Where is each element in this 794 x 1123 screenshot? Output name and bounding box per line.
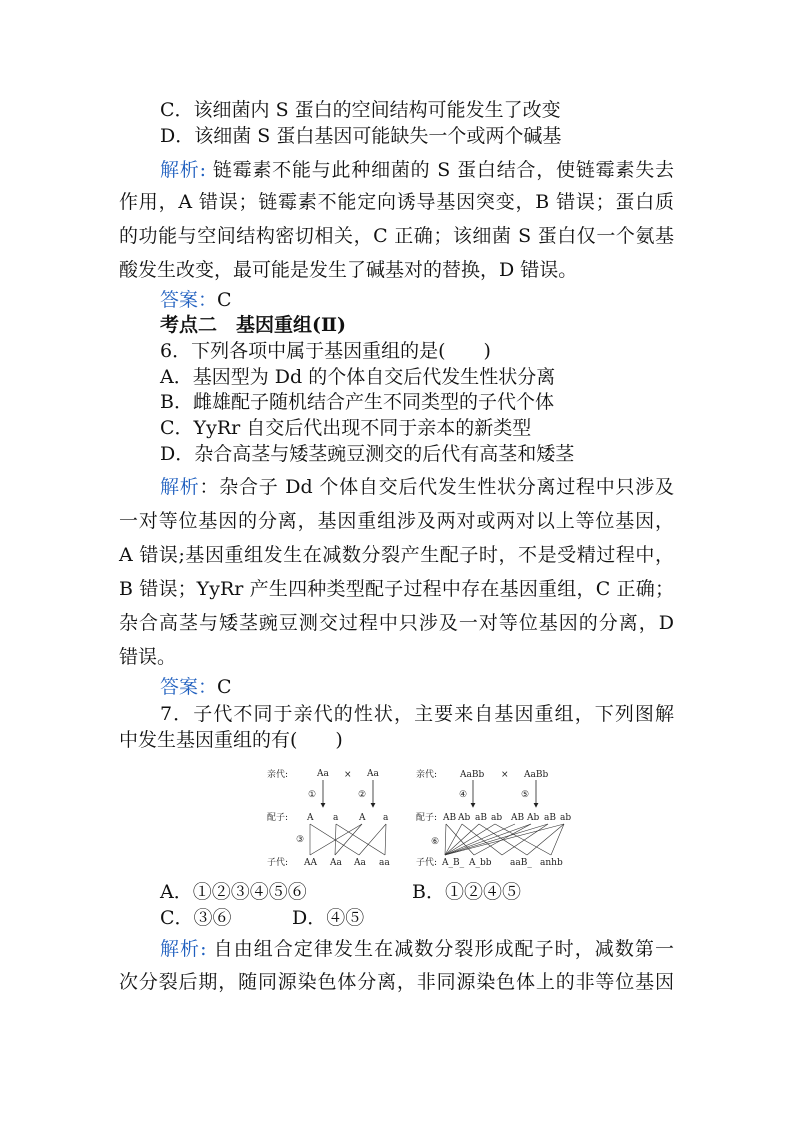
q5-analysis-line-3: 的功能与空间结构密切相关，C 正确；该细菌 S 蛋白仅一个氨基 xyxy=(119,225,674,247)
q7-analysis-line-1: 解析: 自由组合定律发生在减数分裂形成配子时，减数第一 xyxy=(160,938,674,960)
right-parent-1: AaBb xyxy=(460,770,485,780)
left-cross xyxy=(267,768,390,868)
step-6-label: ⑥ xyxy=(431,837,440,847)
q5-analysis-line-4: 酸发生改变，最可能是发生了碱基对的替换，D 错误。 xyxy=(119,259,578,281)
left-offspring-label: 子代: xyxy=(267,858,289,868)
q7-analysis-line-2: 次分裂后期，随同源染色体分离，非同源染色体上的非等位基因 xyxy=(119,971,674,993)
q7-stem-line-1: 7．子代不同于亲代的性状，主要来自基因重组，下列图解 xyxy=(160,703,674,725)
right-gamete-4: ab xyxy=(491,813,503,823)
q7-analysis-label: 解析: xyxy=(160,938,207,960)
left-offspring-4: aa xyxy=(379,858,390,868)
right-parent-2: AaBb xyxy=(524,770,549,780)
q6-analysis-line-3: A 错误;基因重组发生在减数分裂产生配子时，不是受精过程中， xyxy=(119,544,674,566)
left-gamete-1: A xyxy=(307,813,314,823)
q5-option-c: C．该细菌内 S 蛋白的空间结构可能发生了改变 xyxy=(160,99,561,121)
q6-analysis-line-1: 解析：杂合子 Dd 个体自交后代发生性状分离过程中只涉及 xyxy=(160,476,674,498)
q7-stem-line-2: 中发生基因重组的有( ) xyxy=(119,729,343,751)
right-parent-label: 亲代: xyxy=(416,770,438,780)
q6-option-d: D．杂合高茎与矮茎豌豆测交的后代有高茎和矮茎 xyxy=(160,443,575,465)
step-3-label: ③ xyxy=(296,835,305,845)
q6-option-b: B．雌雄配子随机结合产生不同类型的子代个体 xyxy=(160,391,554,413)
right-gamete-label: 配子: xyxy=(416,813,438,823)
q6-answer-label: 答案： xyxy=(160,676,218,698)
right-gamete-2: Ab xyxy=(458,813,471,823)
q6-analysis-line-5: 杂合高茎与矮茎豌豆测交过程中只涉及一对等位基因的分离，D xyxy=(119,612,674,634)
right-offspring-1: A_B_ xyxy=(442,858,465,868)
left-gamete-2: a xyxy=(333,813,339,823)
right-offspring-2: A_bb xyxy=(469,858,492,868)
q5-answer xyxy=(160,288,232,312)
right-gamete-6: Ab xyxy=(527,813,540,823)
q7-option-b: B．①②④⑤ xyxy=(412,881,521,903)
left-gamete-3: A xyxy=(359,813,366,823)
left-offspring-3: Aa xyxy=(354,858,366,868)
q7-option-a: A．①②③④⑤⑥ xyxy=(160,881,307,903)
left-parent-label: 亲代: xyxy=(267,770,289,780)
q6-analysis-line-6: 错误。 xyxy=(119,646,177,668)
right-fertilization-lines xyxy=(445,824,564,855)
genetics-cross-diagram xyxy=(255,760,585,875)
right-gamete-7: aB xyxy=(544,813,556,823)
q5-analysis-line-1: 解析: 链霉素不能与此种细菌的 S 蛋白结合，使链霉素失去 xyxy=(160,159,674,181)
right-gamete-3: aB xyxy=(475,813,487,823)
left-offspring-2: Aa xyxy=(330,858,342,868)
q5-answer-label: 答案： xyxy=(160,289,218,311)
q6-option-a: A．基因型为 Dd 的个体自交后代发生性状分离 xyxy=(160,366,556,388)
step-5-label: ⑤ xyxy=(521,790,530,800)
q6-answer-value: C xyxy=(217,676,232,698)
q7-option-c: C．③⑥ xyxy=(160,907,232,929)
q6-analysis-label: 解析 xyxy=(160,476,200,498)
right-offspring-3: aaB_ xyxy=(510,858,532,868)
q5-analysis-line-2: 作用，A 错误；链霉素不能定向诱导基因突变，B 错误；蛋白质 xyxy=(119,191,674,213)
q5-option-d: D．该细菌 S 蛋白基因可能缺失一个或两个碱基 xyxy=(160,125,562,147)
left-parent-2: Aa xyxy=(367,769,379,779)
q6-stem: 6．下列各项中属于基因重组的是( ) xyxy=(160,340,491,362)
right-offspring-label: 子代: xyxy=(416,858,438,868)
right-gamete-1: AB xyxy=(443,813,457,823)
step-4-label: ④ xyxy=(459,790,468,800)
q6-answer xyxy=(160,675,232,699)
left-offspring-1: AA xyxy=(304,858,317,868)
q5-answer-value: C xyxy=(217,289,232,311)
left-parent-1: Aa xyxy=(317,769,329,779)
section-title: 考点二 基因重组(Ⅱ) xyxy=(160,314,346,336)
left-cross-symbol: × xyxy=(344,770,352,780)
q5-analysis-label: 解析: xyxy=(160,159,206,181)
step-1-label: ① xyxy=(308,790,317,800)
q6-analysis-line-2: 一对等位基因的分离，基因重组涉及两对或两对以上等位基因， xyxy=(119,510,674,532)
right-cross-symbol: × xyxy=(501,770,509,780)
right-offspring-4: anhb xyxy=(540,858,563,868)
right-cross xyxy=(416,768,571,868)
left-gamete-label: 配子: xyxy=(267,813,289,823)
q6-analysis-line-4: B 错误；YyRr 产生四种类型配子过程中存在基因重组，C 正确； xyxy=(119,578,674,600)
right-gamete-8: ab xyxy=(560,813,572,823)
q7-option-d: D．④⑤ xyxy=(292,907,365,929)
q6-option-c: C．YyRr 自交后代出现不同于亲本的新类型 xyxy=(160,417,532,439)
left-fertilization-lines xyxy=(310,824,386,855)
right-gamete-5: AB xyxy=(511,813,525,823)
left-gamete-4: a xyxy=(383,813,389,823)
step-2-label: ② xyxy=(358,790,367,800)
